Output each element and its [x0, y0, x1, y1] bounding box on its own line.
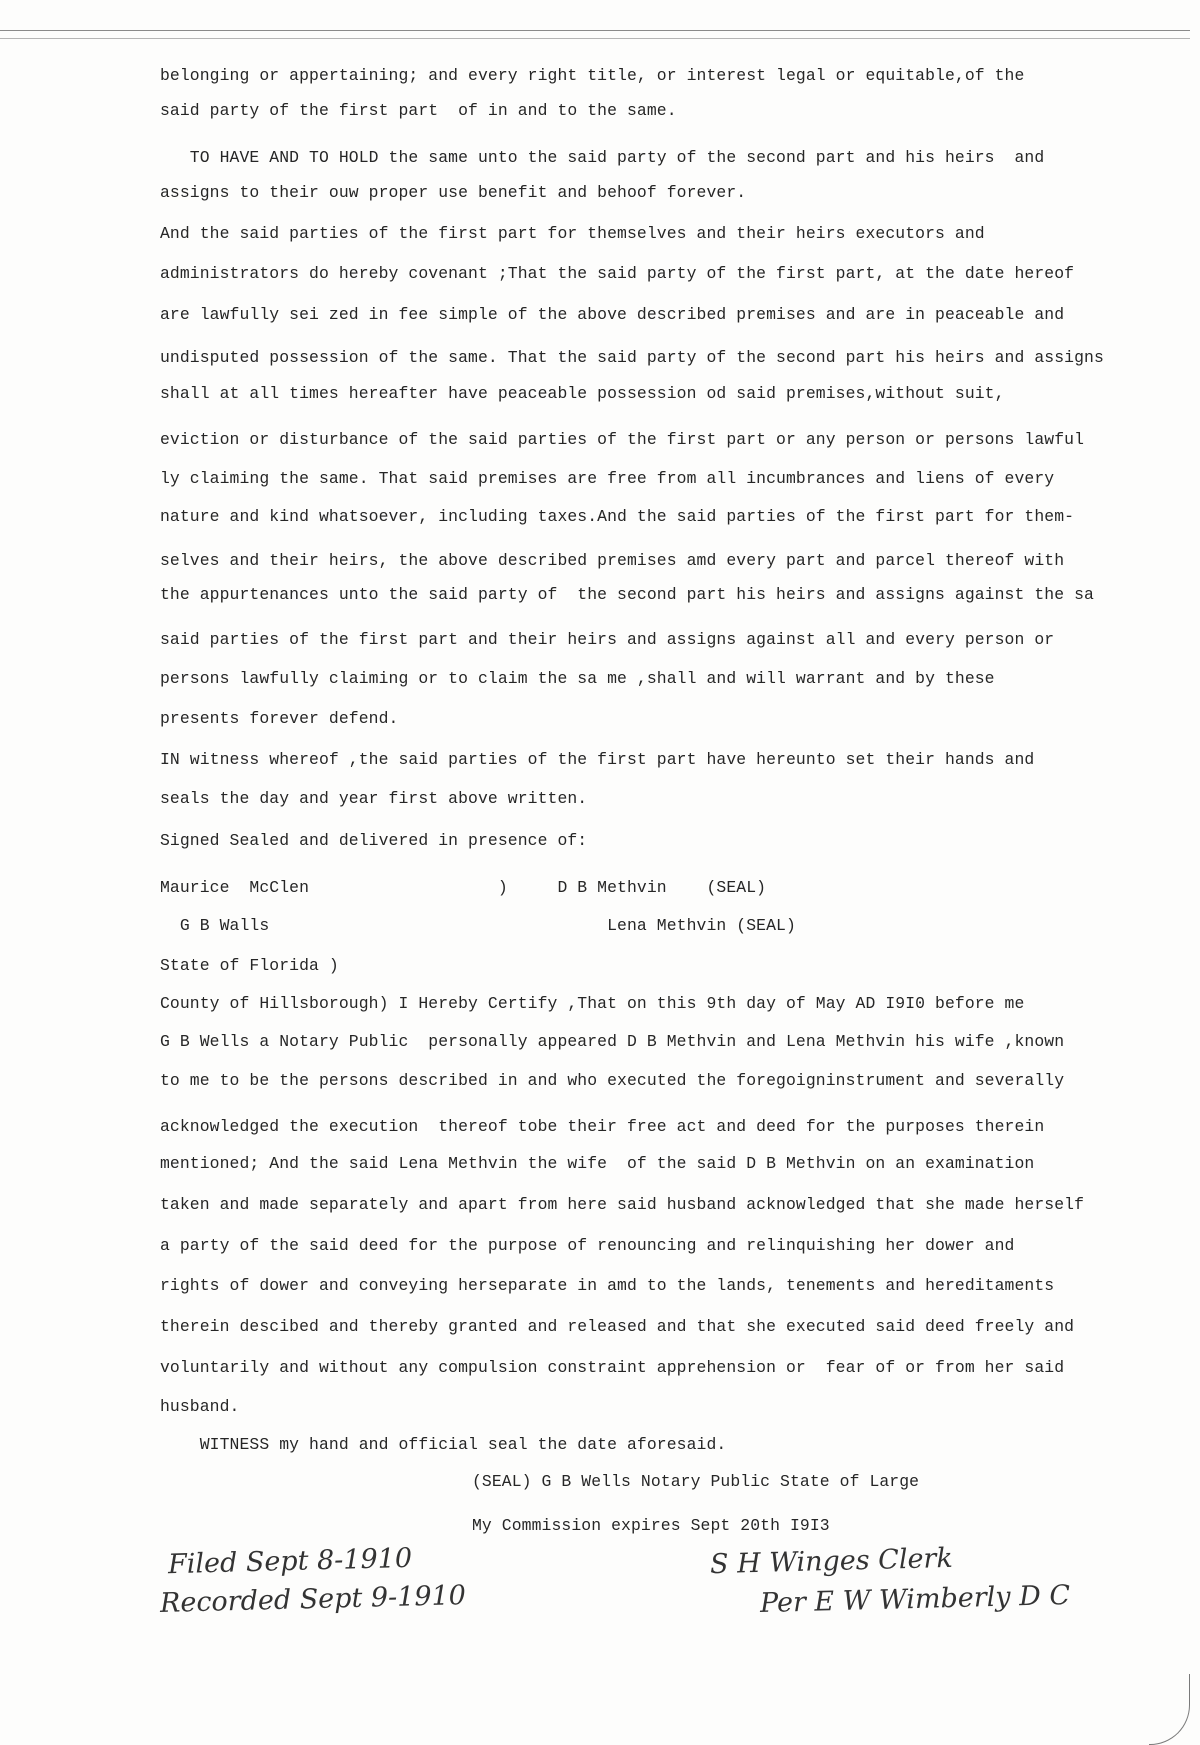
text-line: Signed Sealed and delivered in presence of: — [160, 831, 588, 850]
top-border-line-inner — [0, 38, 1190, 39]
handwritten-recorded-date: Recorded Sept 9-1910 — [159, 1580, 467, 1619]
text-line: mentioned; And the said Lena Methvin the wife of the said D B Methvin on an examination — [160, 1154, 1035, 1173]
page-corner-curl — [1149, 1674, 1190, 1745]
text-line: TO HAVE AND TO HOLD the same unto the said party of the second part and his heirs and — [160, 148, 1045, 167]
text-line: acknowledged the execution thereof tobe their free act and deed for the purposes therein — [160, 1117, 1045, 1136]
commission-expiry: My Commission expires Sept 20th I9I3 — [472, 1516, 830, 1535]
text-line: nature and kind whatsoever, including taxes.And the said parties of the first part for them- — [160, 507, 1075, 526]
text-line: the appurtenances unto the said party of the second part his heirs and assigns against the sa — [160, 585, 1094, 604]
top-border-line — [0, 30, 1190, 31]
text-line: seals the day and year first above written. — [160, 789, 588, 808]
notary-seal-line: (SEAL) G B Wells Notary Public State of Large — [472, 1472, 920, 1491]
witness-signature-line: G B Walls Lena Methvin (SEAL) — [160, 916, 796, 935]
text-line: County of Hillsborough) I Hereby Certify ,That on this 9th day of May AD I9I0 before me — [160, 994, 1025, 1013]
witness-signature-line: Maurice McClen ) D B Methvin (SEAL) — [160, 878, 767, 897]
text-line: said parties of the first part and their heirs and assigns against all and every person or — [160, 630, 1055, 649]
text-line: undisputed possession of the same. That the said party of the second part his heirs and assigns — [160, 348, 1104, 367]
text-line: State of Florida ) — [160, 956, 339, 975]
handwritten-deputy-signature: Per E W Wimberly D C — [759, 1579, 1071, 1620]
handwritten-filed-date: Filed Sept 8-1910 — [167, 1542, 413, 1581]
text-line: rights of dower and conveying herseparate in amd to the lands, tenements and hereditaments — [160, 1276, 1055, 1295]
text-line: therein descibed and thereby granted and released and that she executed said deed freely and — [160, 1317, 1075, 1336]
text-line: eviction or disturbance of the said parties of the first part or any person or persons lawful — [160, 430, 1085, 449]
text-line: voluntarily and without any compulsion constraint apprehension or fear of or from her said — [160, 1358, 1065, 1377]
text-line: taken and made separately and apart from here said husband acknowledged that she made herself — [160, 1195, 1085, 1214]
handwritten-clerk-signature: S H Winges Clerk — [709, 1542, 954, 1581]
text-line: IN witness whereof ,the said parties of the first part have hereunto set their hands and — [160, 750, 1035, 769]
text-line: And the said parties of the first part for themselves and their heirs executors and — [160, 224, 985, 243]
text-line: husband. — [160, 1397, 240, 1416]
text-line: belonging or appertaining; and every right title, or interest legal or equitable,of the — [160, 66, 1025, 85]
text-line: administrators do hereby covenant ;That the said party of the first part, at the date hereof — [160, 264, 1075, 283]
text-line: persons lawfully claiming or to claim the sa me ,shall and will warrant and by these — [160, 669, 995, 688]
text-line: selves and their heirs, the above described premises amd every part and parcel thereof with — [160, 551, 1065, 570]
text-line: said party of the first part of in and to the same. — [160, 101, 677, 120]
text-line: a party of the said deed for the purpose of renouncing and relinquishing her dower and — [160, 1236, 1015, 1255]
text-line: shall at all times hereafter have peaceable possession od said premises,without suit, — [160, 384, 1005, 403]
text-line: are lawfully sei zed in fee simple of the above described premises and are in peaceable and — [160, 305, 1065, 324]
text-line: to me to be the persons described in and who executed the foregoigninstrument and severally — [160, 1071, 1065, 1090]
text-line: presents forever defend. — [160, 709, 399, 728]
text-line: WITNESS my hand and official seal the date aforesaid. — [160, 1435, 727, 1454]
text-line: assigns to their ouw proper use benefit and behoof forever. — [160, 183, 747, 202]
text-line: ly claiming the same. That said premises are free from all incumbrances and liens of every — [160, 469, 1055, 488]
text-line: G B Wells a Notary Public personally appeared D B Methvin and Lena Methvin his wife ,known — [160, 1032, 1065, 1051]
